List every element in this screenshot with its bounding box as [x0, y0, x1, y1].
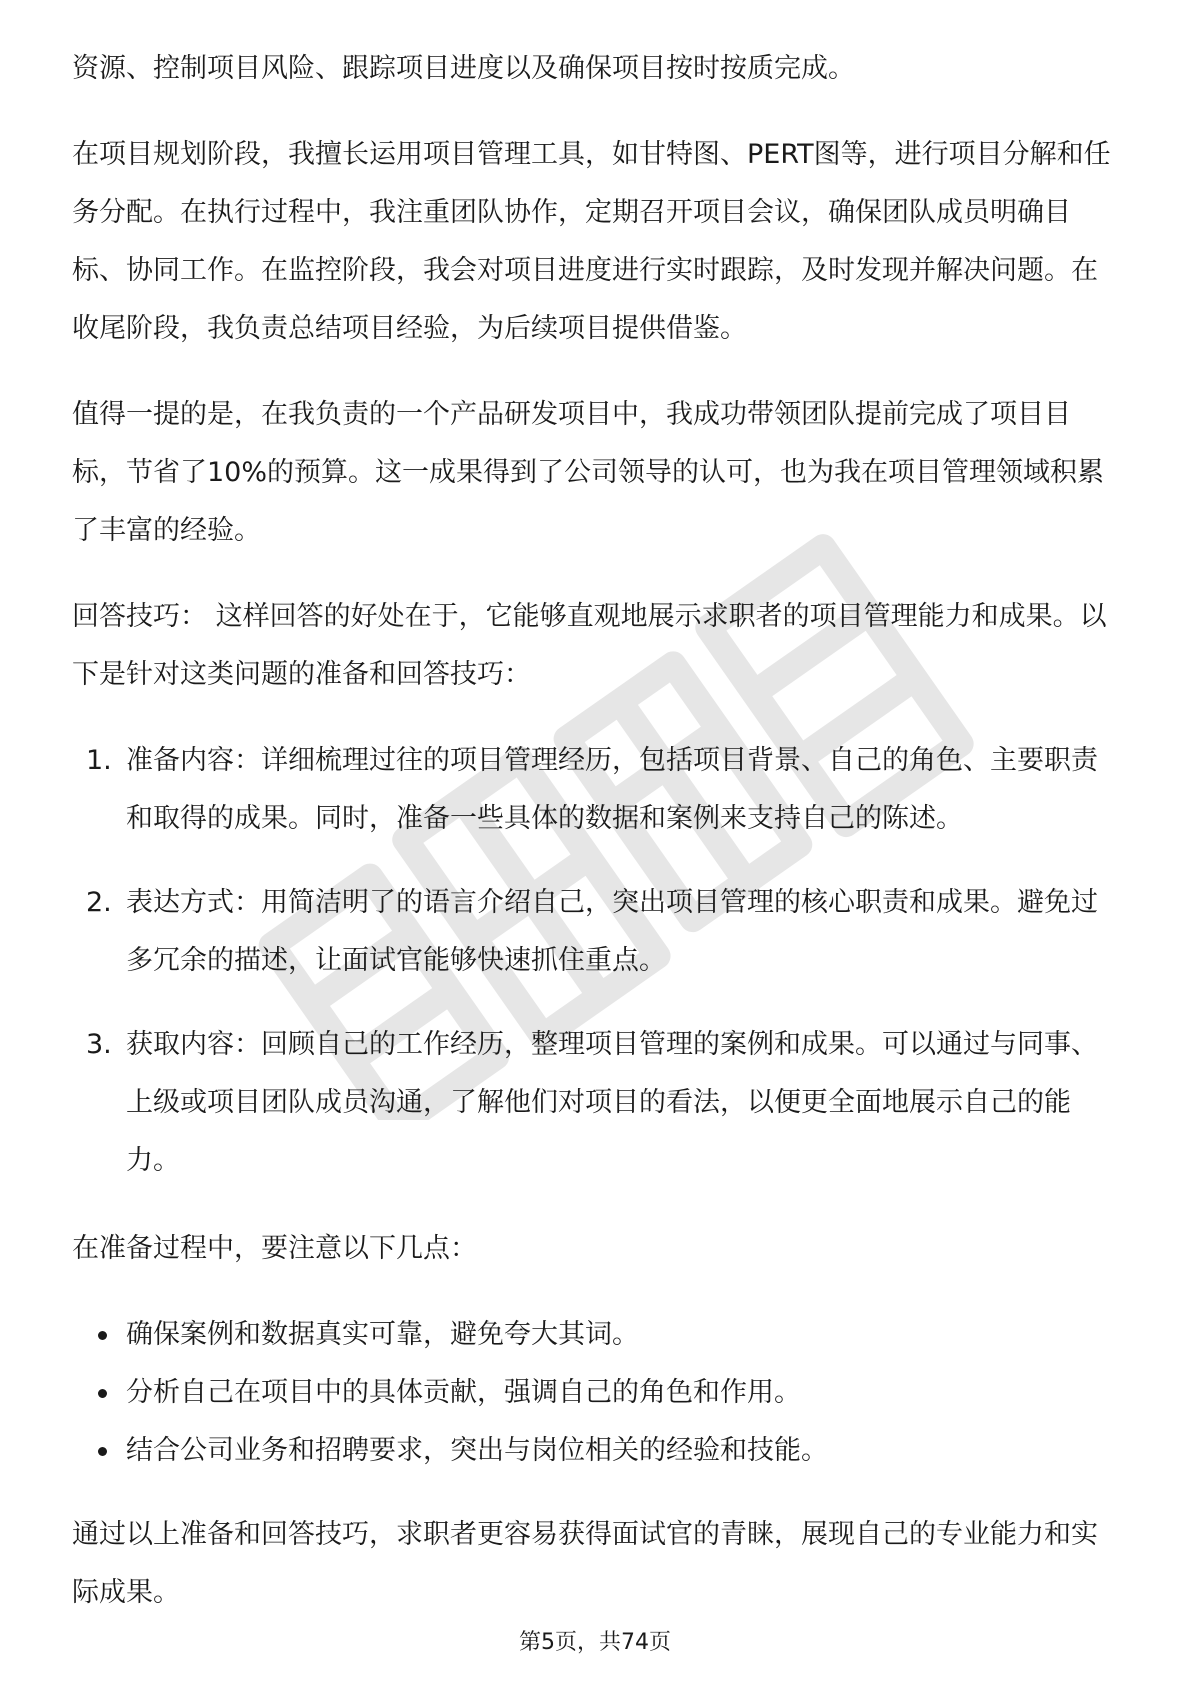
paragraph-notes-intro: 在准备过程中，要注意以下几点：	[72, 1233, 477, 1264]
bullet-item	[72, 1364, 1118, 1422]
paragraph-answer-tips: 回答技巧： 这样回答的好处在于，它能够直观地展示求职者的项目管理能力和成果。以下是针对这类问题的准备和回答技巧：	[72, 601, 1107, 690]
bullet-text: 结合公司业务和招聘要求，突出与岗位相关的经验和技能。	[126, 1435, 828, 1466]
paragraph-planning: 在项目规划阶段，我擅长运用项目管理工具，如甘特图、PERT图等，进行项目分解和任务分配。在执行过程中，我注重团队协作，定期召开项目会议，确保团队成员明确目标、协同工作。在监控阶段，我会对项目进度进行实时跟踪，及时发现并解决问题。在收尾阶段，我负责总结项目经验，为后续项目提供借鉴。	[72, 139, 1111, 344]
bullet-icon	[98, 1331, 107, 1340]
notes-bullet-list	[72, 1306, 1118, 1480]
list-item-text: 获取内容：回顾自己的工作经历，整理项目管理的案例和成果。可以通过与同事、上级或项目团队成员沟通，了解他们对项目的看法，以便更全面地展示自己的能力。	[126, 1029, 1098, 1176]
document-body	[72, 40, 1118, 1650]
bullet-icon	[98, 1447, 107, 1456]
list-item-text: 准备内容：详细梳理过往的项目管理经历，包括项目背景、自己的角色、主要职责和取得的成果。同时，准备一些具体的数据和案例来支持自己的陈述。	[126, 745, 1098, 834]
list-item	[72, 732, 1118, 848]
list-item	[72, 874, 1118, 990]
bullet-text: 确保案例和数据真实可靠，避免夸大其词。	[126, 1319, 639, 1350]
list-number: 1.	[86, 745, 112, 776]
list-item-text: 表达方式：用简洁明了的语言介绍自己，突出项目管理的核心职责和成果。避免过多冗余的描述，让面试官能够快速抓住重点。	[126, 887, 1098, 976]
list-number: 2.	[86, 887, 112, 918]
bullet-item	[72, 1422, 1118, 1480]
bullet-icon	[98, 1389, 107, 1398]
list-number: 3.	[86, 1029, 112, 1060]
list-item	[72, 1016, 1118, 1190]
paragraph-intro-continuation: 资源、控制项目风险、跟踪项目进度以及确保项目按时按质完成。	[72, 53, 855, 84]
paragraph-conclusion: 通过以上准备和回答技巧，求职者更容易获得面试官的青睐，展现自己的专业能力和实际成果。	[72, 1519, 1098, 1608]
page-number-footer: 第5页，共74页	[519, 1630, 671, 1655]
tips-numbered-list	[72, 732, 1118, 1190]
bullet-text: 分析自己在项目中的具体贡献，强调自己的角色和作用。	[126, 1377, 801, 1408]
paragraph-achievement: 值得一提的是，在我负责的一个产品研发项目中，我成功带领团队提前完成了项目目标，节省了10%的预算。这一成果得到了公司领导的认可，也为我在项目管理领域积累了丰富的经验。	[72, 399, 1105, 546]
bullet-item	[72, 1306, 1118, 1364]
